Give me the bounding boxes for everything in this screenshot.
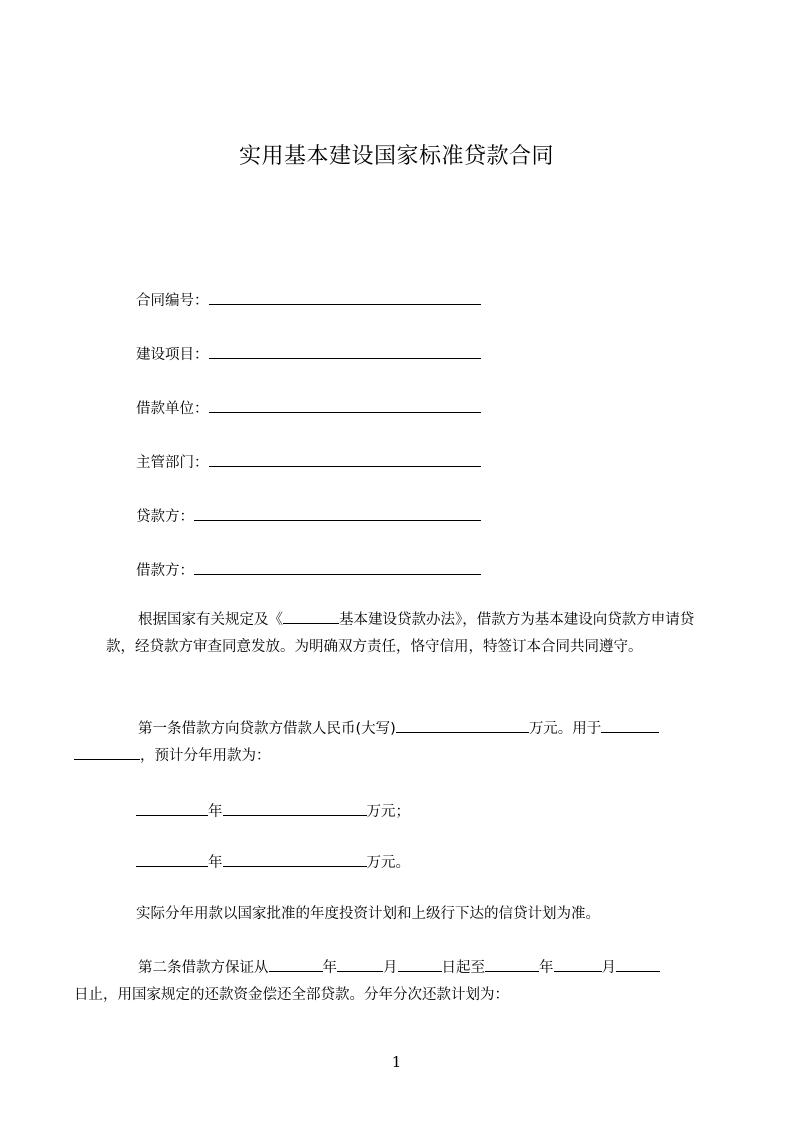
article-2-paragraph [74, 955, 702, 1009]
article-2-text-2: 日止，用国家规定的还款资金偿还全部贷款。分年分次还款计划为： [74, 987, 509, 1003]
blank-line [223, 850, 367, 867]
amount-label: 万元。 [366, 855, 410, 871]
article-1-text-3: ，预计分年用款为： [140, 748, 271, 764]
preamble-text-2: 基本建设贷款办法》，借款方为基本建设向贷款方申请贷款，经贷款方审查同意发放。为明确双方责任，恪守信用，特签订本合同共同遵守。 [106, 612, 695, 655]
blank-line [616, 955, 660, 972]
blank-line [269, 955, 323, 972]
page-number: 1 [391, 1053, 402, 1071]
blank-line [209, 288, 481, 305]
blank-line [209, 342, 481, 359]
blank-line [554, 955, 602, 972]
field-supervising-department [136, 450, 481, 474]
field-borrowing-unit [136, 396, 481, 420]
amount-label: 万元； [366, 804, 410, 820]
year-label: 年 [322, 960, 337, 976]
field-label: 建设项目： [136, 347, 209, 363]
article-1-text-2: 万元。用于 [528, 721, 602, 737]
month-label: 月 [601, 960, 616, 976]
year-label: 年 [208, 855, 223, 871]
document-title: 实用基本建设国家标准贷款合同 [238, 144, 554, 169]
blank-line [194, 558, 481, 575]
blank-line [74, 743, 140, 760]
blank-line [194, 504, 481, 521]
year-label: 年 [208, 804, 223, 820]
article-1-text-1: 第一条借款方向贷款方借款人民币(大写) [138, 721, 396, 737]
article-2-text-1: 第二条借款方保证从 [138, 960, 269, 976]
field-label: 借款单位： [136, 401, 209, 417]
field-label: 主管部门： [136, 455, 209, 471]
blank-line [601, 716, 659, 733]
blank-line [136, 799, 208, 816]
blank-line [136, 850, 208, 867]
yearly-usage-line-2 [136, 850, 410, 874]
blank-line [396, 716, 529, 733]
blank-line [209, 450, 481, 467]
article-1-paragraph [106, 716, 702, 770]
blank-line [485, 955, 539, 972]
field-label: 合同编号： [136, 293, 209, 309]
blank-line [223, 799, 367, 816]
blank-line [209, 396, 481, 413]
blank-line [283, 607, 339, 624]
preamble-paragraph [106, 607, 702, 661]
field-lender [136, 504, 481, 528]
month-label: 月 [383, 960, 398, 976]
day-from-label: 日起至 [441, 960, 485, 976]
field-label: 借款方： [136, 563, 194, 579]
note-line: 实际分年用款以国家批准的年度投资计划和上级行下达的信贷计划为准。 [136, 906, 600, 922]
blank-line [337, 955, 383, 972]
field-contract-number [136, 288, 481, 312]
field-construction-project [136, 342, 481, 366]
field-label: 贷款方： [136, 509, 194, 525]
preamble-text-1: 根据国家有关规定及《 [138, 612, 283, 628]
yearly-usage-line-1 [136, 799, 410, 823]
blank-line [398, 955, 442, 972]
year-label: 年 [539, 960, 554, 976]
field-borrower [136, 558, 481, 582]
